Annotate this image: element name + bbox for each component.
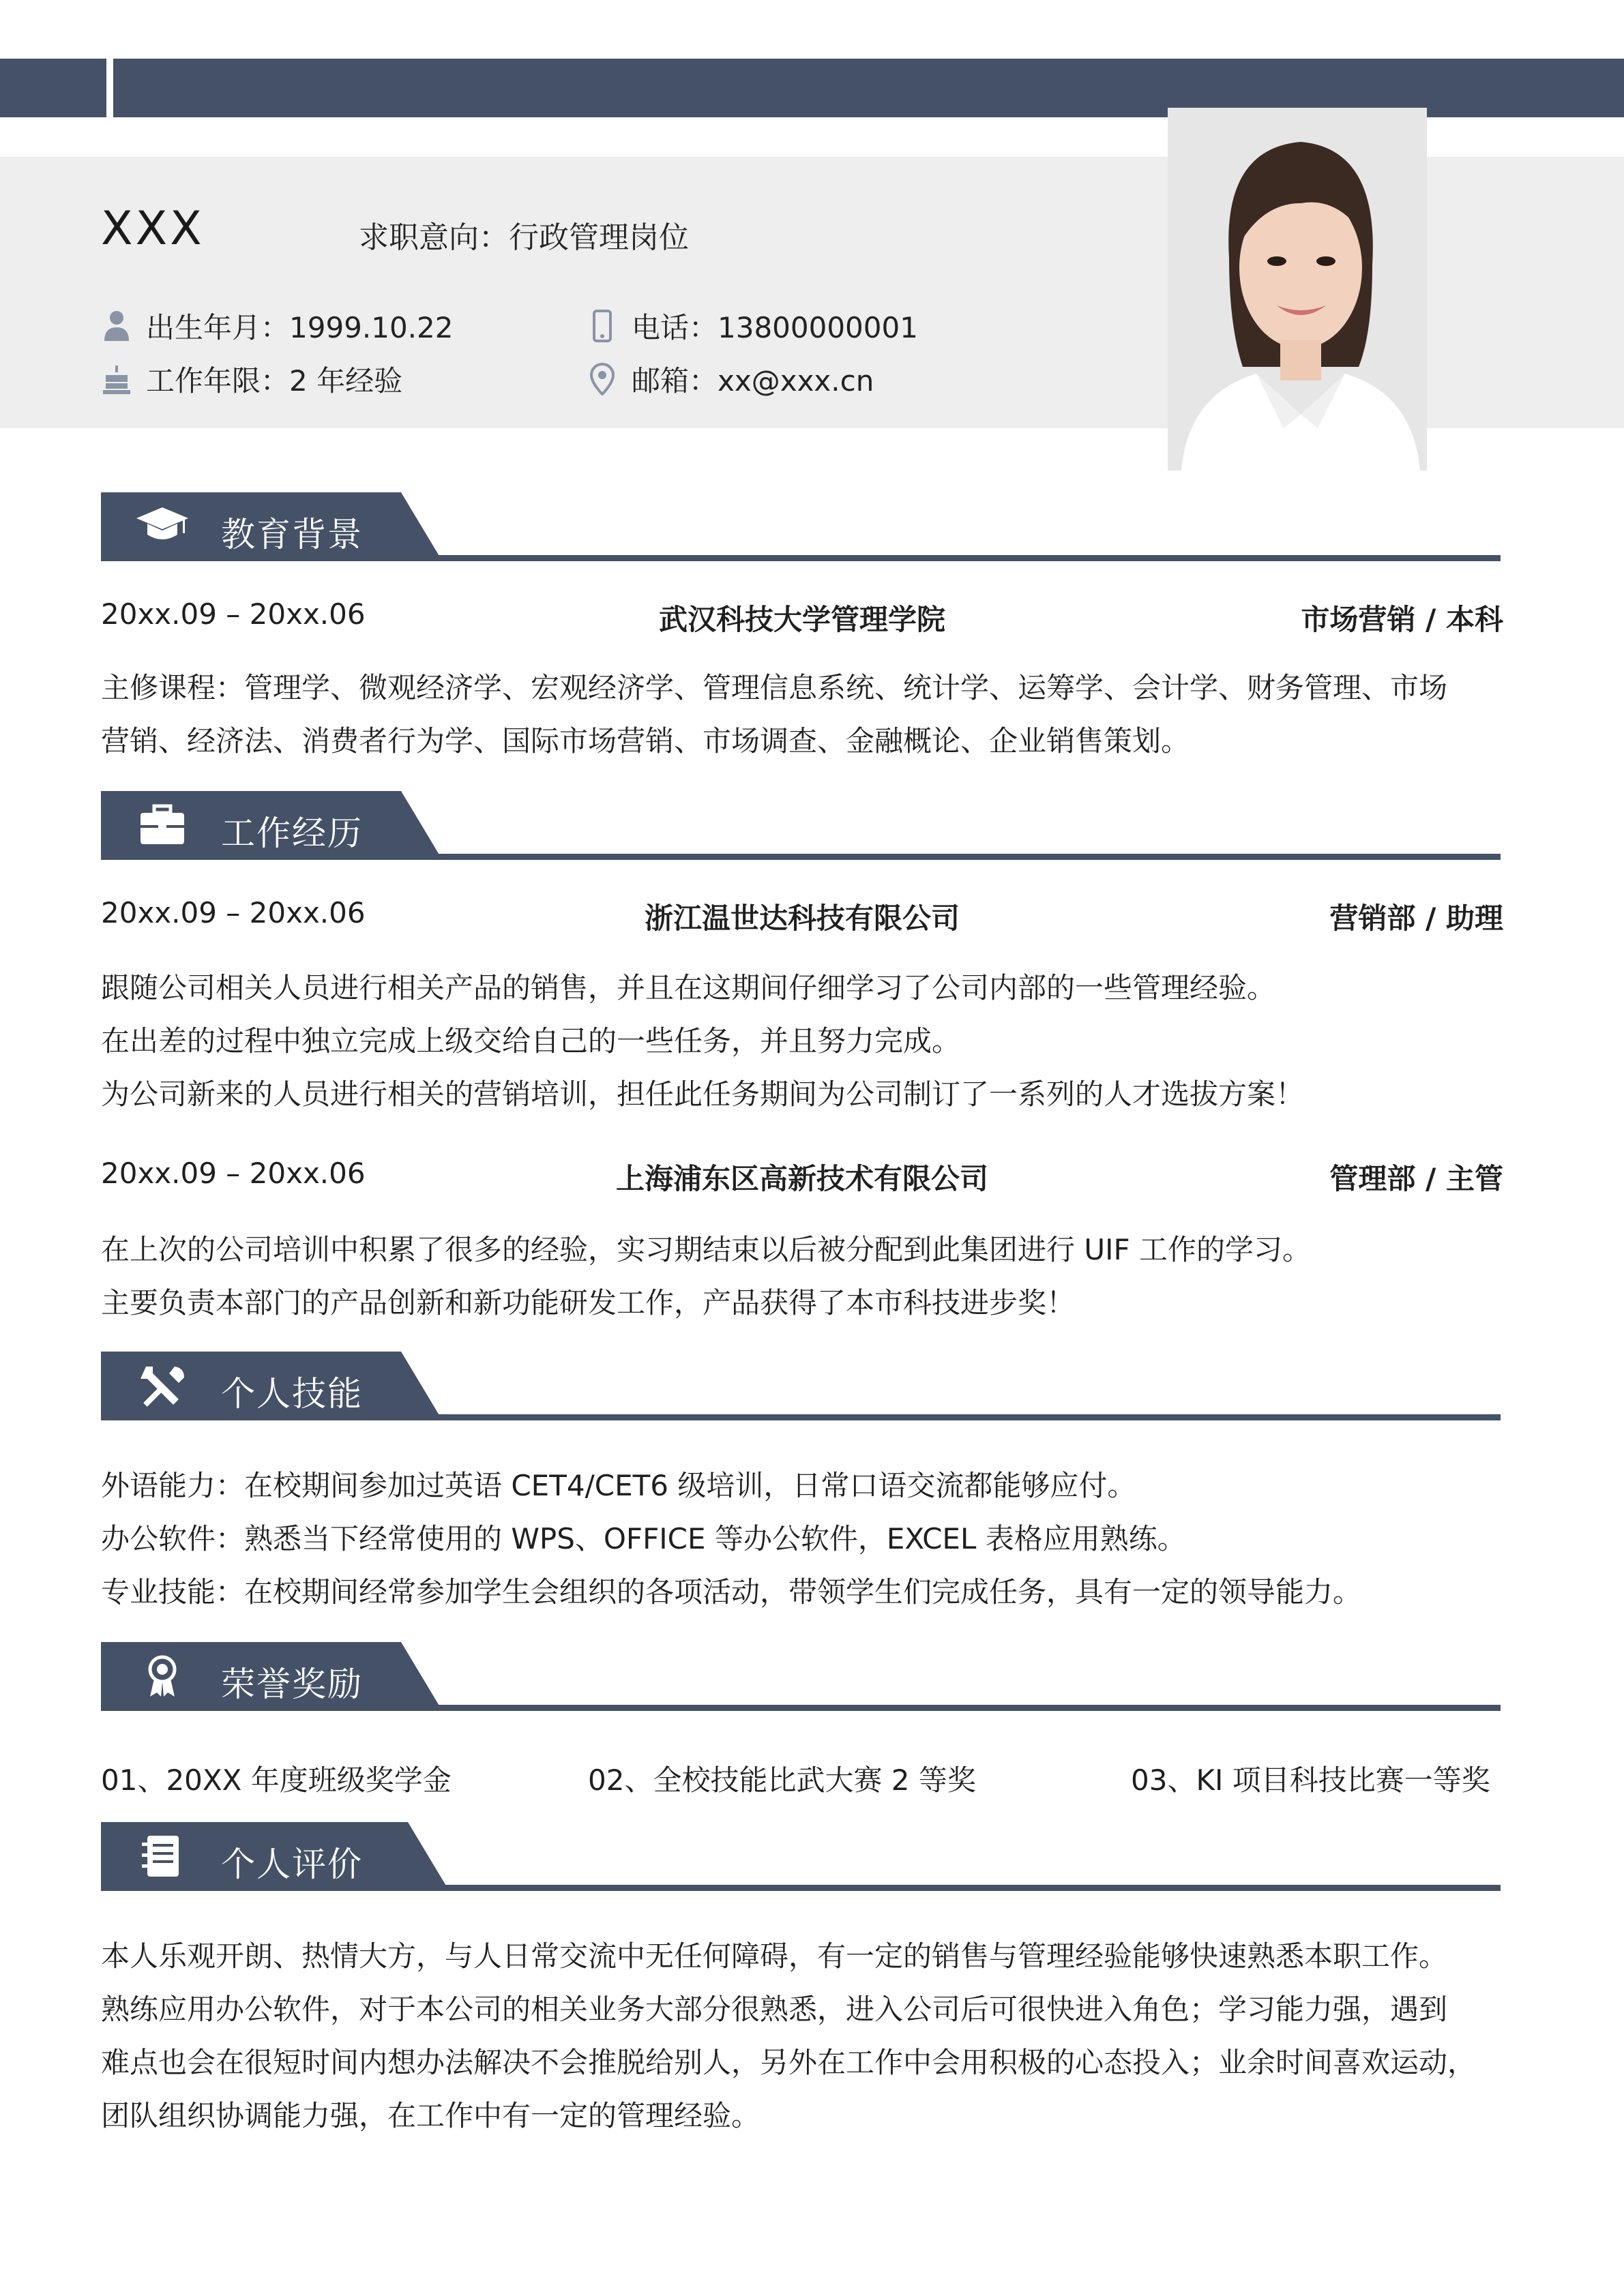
section-title: 个人技能 — [221, 1374, 363, 1414]
job-line: 跟随公司相关人员进行相关产品的销售，并且在这期间仔细学习了公司内部的一些管理经验。 — [101, 971, 1276, 1004]
skills-list — [101, 1459, 1526, 1619]
email-info — [587, 359, 874, 400]
profile-photo — [1168, 108, 1427, 471]
evaluation-line: 本人乐观开朗、热情大方，与人日常交流中无任何障碍，有一定的销售与管理经验能够快速熟悉本职工作。 — [101, 1939, 1448, 1973]
education-date: 20xx.09 – 20xx.06 — [101, 597, 366, 631]
section-education-header — [101, 492, 1501, 561]
skill-line: 外语能力：在校期间参加过英语 CET4/CET6 级培训，日常口语交流都能够应付。 — [101, 1469, 1136, 1502]
job-date: 20xx.09 – 20xx.06 — [101, 896, 366, 929]
phone-text: 电话：13800000001 — [632, 311, 918, 344]
job-line: 在出差的过程中独立完成上级交给自己的一些任务，并且努力完成。 — [101, 1024, 961, 1058]
notebook-icon — [136, 1834, 188, 1878]
birth-info — [101, 305, 453, 346]
company-name: 上海浦东区高新技术有限公司 — [615, 1162, 988, 1195]
major: 市场营销 / 本科 — [1301, 603, 1503, 636]
section-work-header — [101, 791, 1501, 859]
courses — [101, 661, 1526, 768]
job-description — [101, 1223, 1526, 1330]
evaluation-line: 团队组织协调能力强，在工作中有一定的管理经验。 — [101, 2099, 761, 2132]
award-item: 01、20XX 年度班级奖学金 — [101, 1763, 452, 1797]
section-title: 个人评价 — [221, 1845, 363, 1884]
top-bar-left — [0, 59, 106, 117]
job-line: 为公司新来的人员进行相关的营销培训，担任此任务期间为公司制订了一系列的人才选拔方案！ — [101, 1077, 1305, 1111]
location-pin-icon — [587, 362, 618, 396]
education-row — [101, 597, 1503, 638]
section-title: 工作经历 — [221, 814, 363, 853]
award-item: 02、全校技能比武大赛 2 等奖 — [588, 1763, 976, 1797]
job-row — [101, 1157, 1503, 1197]
briefcase-icon — [136, 803, 188, 847]
job-role: 营销部 / 助理 — [1329, 901, 1503, 935]
graduation-cap-icon — [136, 505, 188, 548]
job-role: 管理部 / 主管 — [1329, 1162, 1503, 1195]
medal-icon — [136, 1654, 188, 1698]
evaluation-line: 难点也会在很短时间内想办法解决不会推脱给别人，另外在工作中会用积极的心态投入；业余时间喜欢运动， — [101, 2046, 1477, 2079]
school-name: 武汉科技大学管理学院 — [658, 603, 945, 636]
evaluation-line: 熟练应用办公软件，对于本公司的相关业务大部分很熟悉，进入公司后可很快进入角色；学习能力强，遇到 — [101, 1993, 1448, 2026]
phone-icon — [587, 309, 618, 343]
experience-text: 工作年限：2 年经验 — [146, 364, 403, 398]
courses-line: 营销、经济法、消费者行为学、国际市场营销、市场调查、金融概论、企业销售策划。 — [101, 724, 1190, 758]
birth-text: 出生年月：1999.10.22 — [146, 311, 454, 344]
courses-line: 主修课程：管理学、微观经济学、宏观经济学、管理信息系统、统计学、运筹学、会计学、财务管理、市场 — [101, 671, 1448, 704]
section-title: 荣誉奖励 — [221, 1665, 363, 1704]
job-date: 20xx.09 – 20xx.06 — [101, 1157, 366, 1190]
candidate-name: XXX — [101, 202, 205, 256]
section-awards-header — [101, 1642, 1501, 1710]
award-item: 03、KI 项目科技比赛一等奖 — [1131, 1763, 1490, 1797]
section-evaluation-header — [101, 1822, 1501, 1890]
skill-line: 办公软件：熟悉当下经常使用的 WPS、OFFICE 等办公软件，EXCEL 表格应用熟练。 — [101, 1522, 1186, 1555]
tools-icon — [136, 1364, 188, 1407]
evaluation-text — [101, 1930, 1526, 2143]
section-title: 教育背景 — [221, 515, 363, 554]
company-name: 浙江温世达科技有限公司 — [644, 901, 960, 935]
job-row — [101, 896, 1503, 937]
phone-info — [587, 305, 918, 346]
section-skills-header — [101, 1352, 1501, 1420]
experience-info — [101, 359, 402, 400]
job-line: 在上次的公司培训中积累了很多的经验，实习期结束以后被分配到此集团进行 UIF 工作的学习。 — [101, 1233, 1311, 1266]
job-description — [101, 961, 1526, 1121]
job-line: 主要负责本部门的产品创新和新功能研发工作，产品获得了本市科技进步奖！ — [101, 1286, 1076, 1320]
cake-icon — [101, 362, 132, 396]
email-text: 邮箱：xx@xxx.cn — [632, 364, 874, 398]
person-icon — [101, 309, 132, 343]
skill-line: 专业技能：在校期间经常参加学生会组织的各项活动，带领学生们完成任务，具有一定的领导能力。 — [101, 1575, 1362, 1609]
job-intent: 求职意向：行政管理岗位 — [359, 220, 689, 255]
